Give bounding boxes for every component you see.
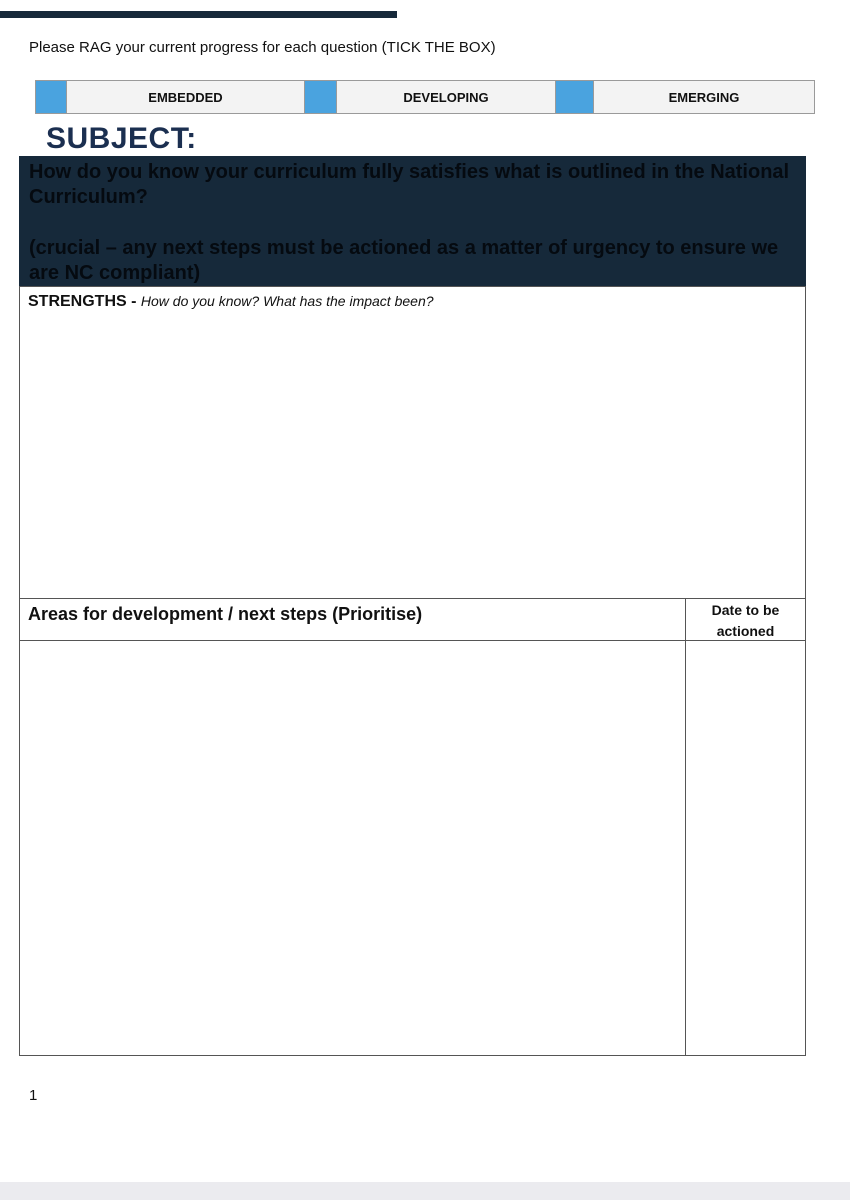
developing-tick-box[interactable] [305,81,337,113]
developing-label: DEVELOPING [337,81,556,113]
page-number: 1 [29,1087,38,1104]
strengths-prompt: How do you know? What has the impact been? [140,293,434,309]
question-note: (crucial – any next steps must be actioned as a matter of urgency to ensure we are NC compliant) [29,237,779,284]
question-box [19,156,806,286]
embedded-tick-box[interactable] [36,81,67,113]
bottom-bar [0,1182,850,1200]
rag-selector [35,80,815,114]
development-field[interactable] [20,641,686,1055]
emerging-tick-box[interactable] [556,81,594,113]
embedded-label: EMBEDDED [67,81,305,113]
date-field[interactable] [686,641,805,1055]
top-rule [0,11,397,18]
instruction-text: Please RAG your current progress for each question (TICK THE BOX) [29,39,496,56]
subject-title: SUBJECT: [46,122,197,155]
strengths-heading [28,293,434,311]
strengths-field[interactable] [19,286,806,599]
strengths-label: STRENGTHS - [28,293,137,310]
development-table [19,598,806,1056]
date-to-be-actioned-heading: Date to be actioned [686,599,805,641]
emerging-label: EMERGING [594,81,814,113]
question-text: How do you know your curriculum fully satisfies what is outlined in the National Curriculum? [29,161,790,208]
development-heading: Areas for development / next steps (Prioritise) [20,599,686,641]
